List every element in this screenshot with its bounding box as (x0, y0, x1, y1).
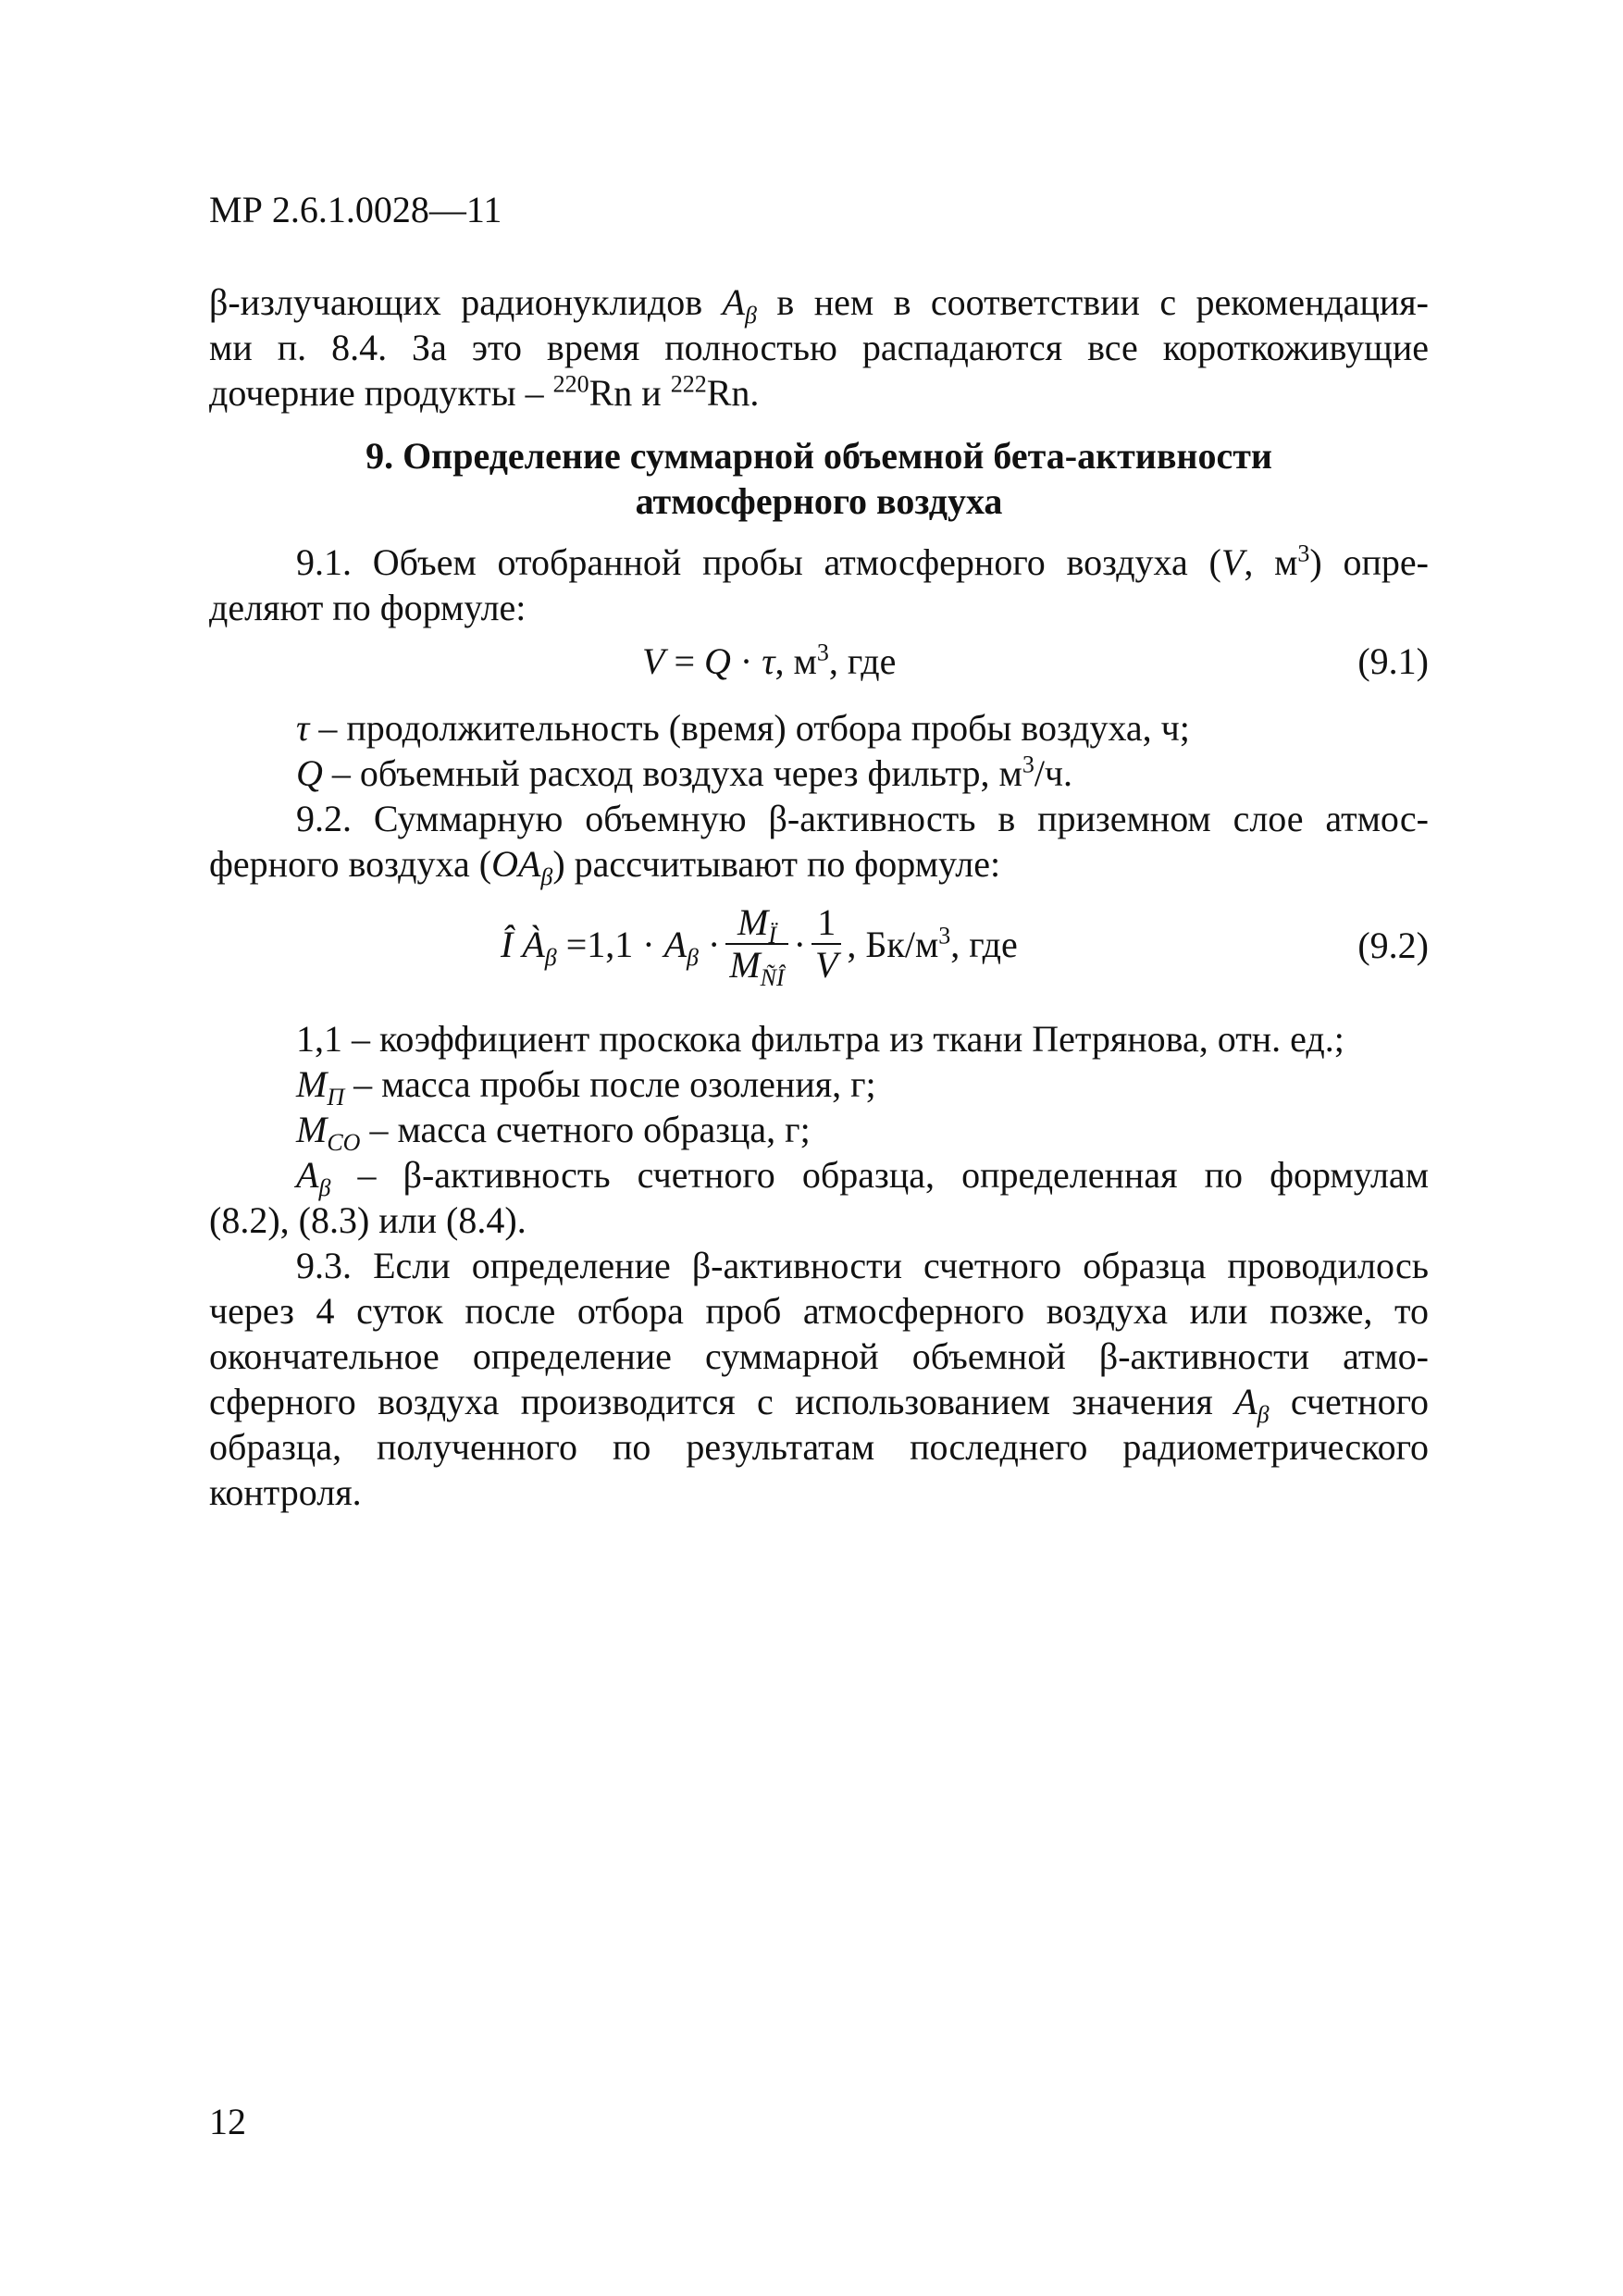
formula-9-2 (209, 902, 1429, 995)
formula-9-1 (209, 639, 1429, 685)
formula-9-2-body: Î $À_\beta =1,1 \cdot A_\beta$ · $\frac{M_Ï}{M_{ÑÎ}}$ · $\frac{1}{V}$ , $Бк/м^3$, где (501, 901, 1018, 991)
paragraph-9-3-line3: окончательное определение суммарной объемной β-активности атмо- (209, 1335, 1429, 1377)
paragraph-9-3-line6: контроля. (209, 1471, 362, 1513)
definition-tau: τ – продолжительность (время) отбора пробы воздуха, ч; (296, 707, 1190, 749)
fraction-one-over-V: $\frac{1}{V}$ (812, 902, 841, 986)
section-title (209, 433, 1429, 524)
document-code-header: МР 2.6.1.0028—11 (209, 189, 502, 230)
formula-9-2-number: (9.2) (1357, 925, 1429, 966)
formula-9-1-number: (9.1) (1357, 640, 1429, 682)
paragraph-9-2-line2: ферного воздуха $(OA_\beta)$ рассчитывают по формуле: (209, 843, 1001, 890)
definition-A-beta-line2: (8.2), (8.3) или (8.4). (209, 1199, 527, 1241)
paragraph-9-3-line4: сферного воздуха производится с использованием значения $A_\beta$ счетного (209, 1381, 1429, 1428)
paragraph-9-2-line1: 9.2. Суммарную объемную β-активность в приземном слое атмос- (296, 798, 1429, 839)
paragraph-9-1-line1: 9.1. Объем отобранной пробы атмосферного воздуха (V, $м^3$) опре- (296, 540, 1430, 583)
paragraph-9-3-line5: образца, полученного по результатам последнего радиометрического (209, 1426, 1429, 1468)
fraction-mass-ratio: $\frac{M_Ï}{M_{ÑÎ}}$ (725, 902, 787, 986)
definition-Mco: $M_{CO}$ – масса счетного образца, г; (296, 1109, 811, 1156)
page-number: 12 (209, 2101, 246, 2142)
paragraph-continuation-line1: β-излучающих радионуклидов $A_\beta$ в нем в соответствии с рекомендация- (209, 281, 1429, 329)
section-title-line2: атмосферного воздуха (635, 480, 1003, 522)
formula-9-1-body: V = Q · τ, $м^3$, где (642, 639, 897, 682)
definition-A-beta-line1: $A_\beta$ – β-активность счетного образца, определенная по формулам (296, 1154, 1429, 1201)
definition-coefficient: 1,1 – коэффициент проскока фильтра из ткани Петрянова, отн. ед.; (296, 1018, 1344, 1060)
section-title-line1: 9. Определение суммарной объемной бета-активности (365, 435, 1272, 477)
paragraph-9-3-line2: через 4 суток после отбора проб атмосферного воздуха или позже, то (209, 1290, 1429, 1332)
paragraph-continuation-line3: дочерние продукты – $^{220}$Rn и $^{222}$Rn. (209, 370, 760, 414)
paragraph-continuation-line2: ми п. 8.4. За это время полностью распадаются все короткоживущие (209, 327, 1429, 368)
paragraph-9-1-line2: деляют по формуле: (209, 587, 527, 628)
paragraph-9-3-line1: 9.3. Если определение β-активности счетного образца проводилось (296, 1245, 1429, 1286)
definition-Mp: $M_П$ – масса пробы после озоления, г; (296, 1063, 876, 1111)
definition-Q: Q – объемный расход воздуха через фильтр, $м^3/ч$. (296, 751, 1073, 794)
